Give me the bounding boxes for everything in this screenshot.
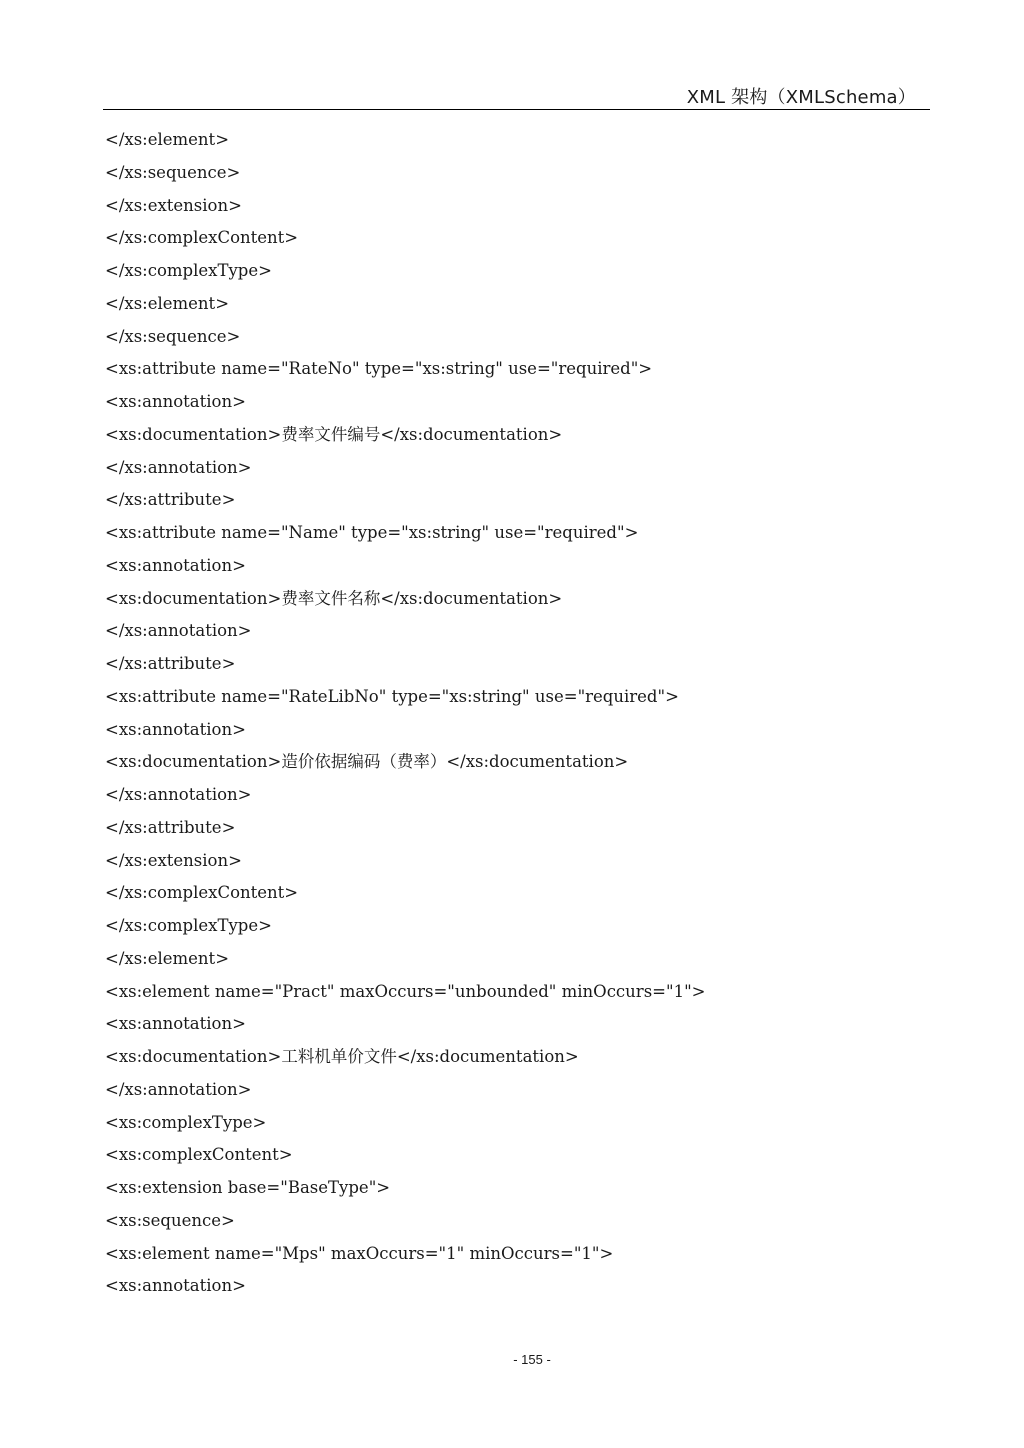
code-line: <xs:complexContent>	[105, 1145, 293, 1165]
code-line: <xs:documentation>造价依据编码（费率）</xs:documentation>	[105, 752, 629, 772]
code-line: </xs:extension>	[105, 850, 242, 870]
code-line: <xs:attribute name="RateLibNo" type="xs:string" use="required">	[105, 686, 679, 706]
code-line: </xs:attribute>	[105, 654, 236, 673]
code-line: </xs:attribute>	[105, 817, 236, 837]
code-line: <xs:documentation>工料机单价文件</xs:documentation>	[105, 1047, 579, 1066]
code-line: <xs:annotation>	[105, 719, 246, 739]
code-line: </xs:extension>	[105, 195, 242, 215]
code-line: </xs:complexType>	[105, 916, 272, 935]
code-line: <xs:sequence>	[105, 1210, 235, 1230]
code-line: </xs:attribute>	[105, 490, 236, 510]
code-line: <xs:element name="Mps" maxOccurs="1" minOccurs="1">	[105, 1243, 614, 1263]
code-line: <xs:documentation>费率文件编号</xs:documentation>	[105, 424, 563, 444]
code-line: </xs:annotation>	[105, 621, 252, 641]
code-line: </xs:element>	[105, 130, 230, 149]
code-line: </xs:annotation>	[105, 1079, 252, 1099]
code-line: <xs:extension base="BaseType">	[105, 1178, 391, 1197]
code-line: </xs:complexContent>	[105, 228, 299, 248]
header-rule	[103, 109, 930, 110]
code-line: <xs:element name="Pract" maxOccurs="unbounded" minOccurs="1">	[105, 981, 706, 1001]
code-line: </xs:annotation>	[105, 785, 252, 804]
code-line: </xs:sequence>	[105, 162, 241, 182]
code-line: </xs:element>	[105, 293, 230, 313]
header-title: XML 架构（XMLSchema）	[686, 87, 916, 108]
code-line: <xs:attribute name="RateNo" type="xs:string" use="required">	[105, 359, 653, 379]
code-line: </xs:complexContent>	[105, 883, 299, 903]
code-line: <xs:complexType>	[105, 1112, 267, 1132]
code-line: <xs:attribute name="Name" type="xs:string" use="required">	[105, 523, 639, 542]
code-block	[105, 124, 706, 1303]
code-line: <xs:annotation>	[105, 1276, 246, 1296]
code-line: </xs:element>	[105, 948, 230, 968]
code-line: </xs:sequence>	[105, 326, 241, 346]
code-line: <xs:annotation>	[105, 555, 246, 575]
code-line: <xs:annotation>	[105, 1014, 246, 1034]
code-line: </xs:complexType>	[105, 261, 272, 280]
code-line: </xs:annotation>	[105, 457, 252, 477]
code-line: <xs:documentation>费率文件名称</xs:documentation>	[105, 588, 563, 608]
page-number: - 155 -	[513, 1352, 551, 1367]
code-line: <xs:annotation>	[105, 392, 246, 411]
